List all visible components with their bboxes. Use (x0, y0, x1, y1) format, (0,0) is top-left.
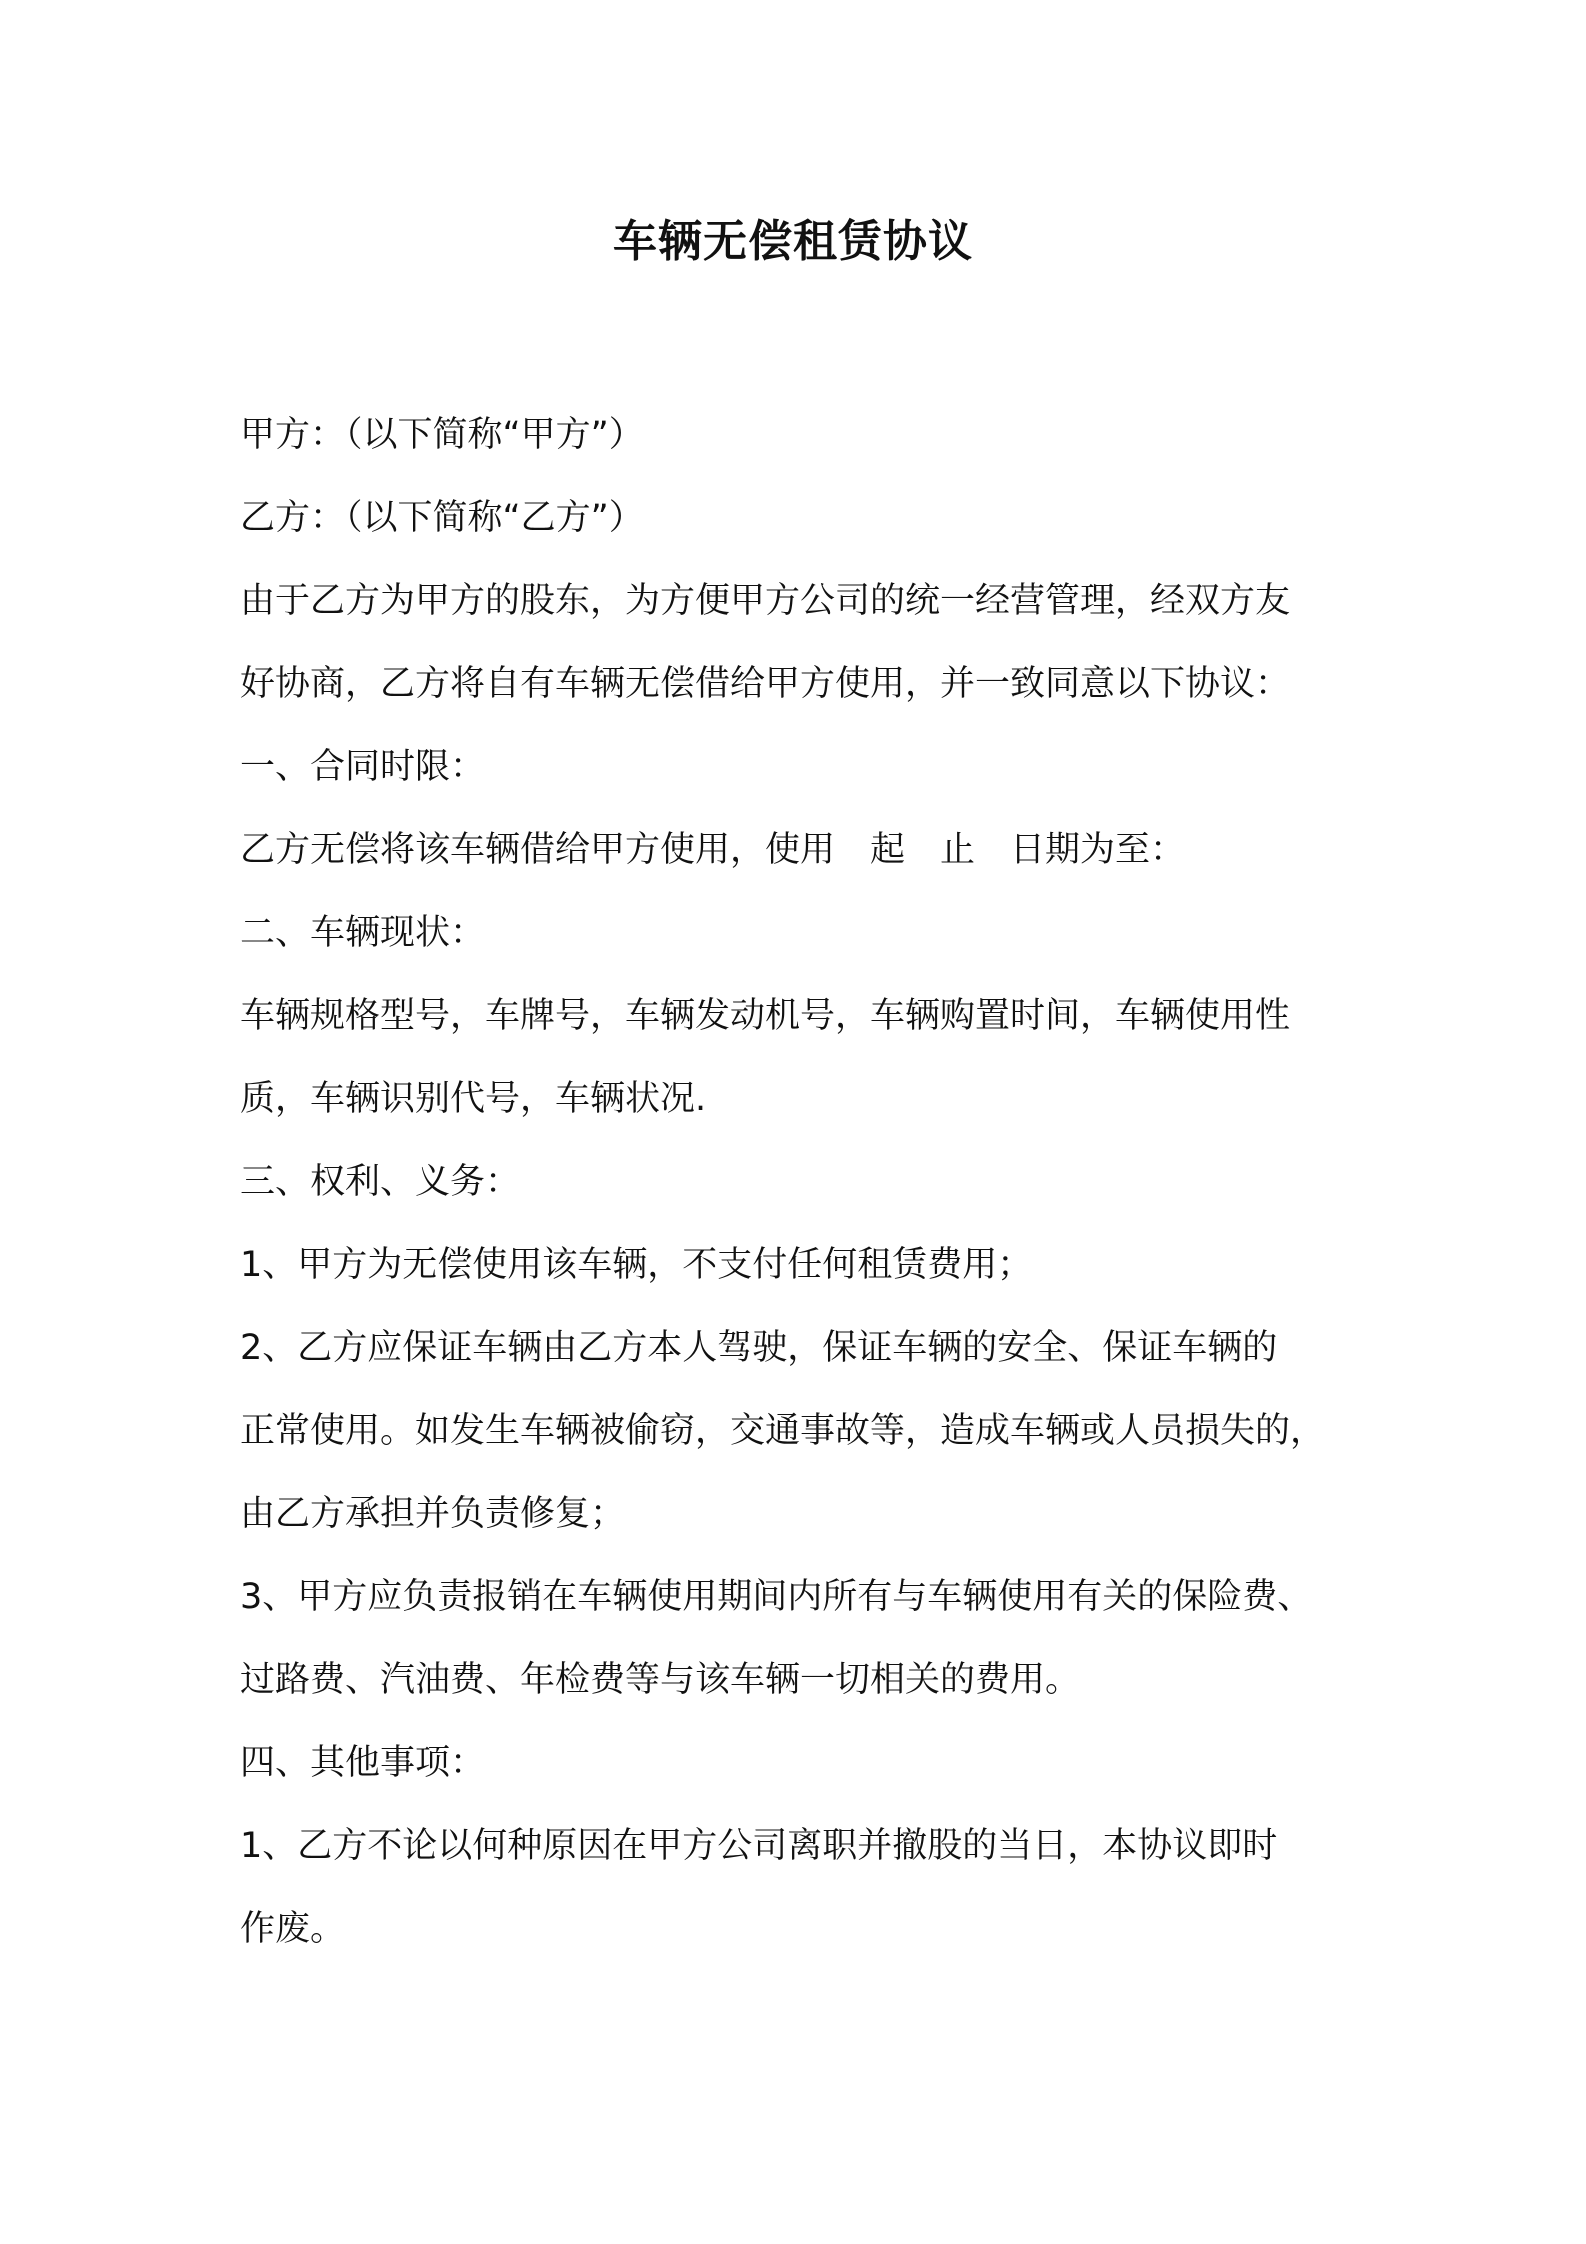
section-1-heading: 一、合同时限： (240, 747, 486, 787)
section-1-text: 乙方无偿将该车辆借给甲方使用，使用 起 止 日期为至： (240, 830, 1186, 870)
preamble-line-2: 好协商，乙方将自有车辆无偿借给甲方使用，并一致同意以下协议： (240, 664, 1291, 704)
section-3-item-2-line-3: 由乙方承担并负责修复； (240, 1494, 626, 1534)
section-4-heading: 四、其他事项： (240, 1743, 486, 1783)
section-3-item-1: 1、甲方为无偿使用该车辆，不支付任何租赁费用； (240, 1245, 1033, 1285)
document-body (240, 405, 1390, 1982)
section-3-item-2-line-1: 2、乙方应保证车辆由乙方本人驾驶，保证车辆的安全、保证车辆的 (240, 1328, 1278, 1368)
section-3-heading: 三、权利、义务： (240, 1162, 521, 1202)
document-title: 车辆无偿租赁协议 (613, 216, 973, 267)
section-4-item-1-line-2: 作废。 (240, 1909, 346, 1949)
party-b-line: 乙方：（以下简称“乙方”） (240, 498, 644, 538)
section-2-heading: 二、车辆现状： (240, 913, 486, 953)
section-3-item-3-line-2: 过路费、汽油费、年检费等与该车辆一切相关的费用。 (240, 1660, 1081, 1700)
section-4-item-1-line-1: 1、乙方不论以何种原因在甲方公司离职并撤股的当日，本协议即时 (240, 1826, 1278, 1866)
preamble-line-1: 由于乙方为甲方的股东，为方便甲方公司的统一经营管理，经双方友 (240, 581, 1291, 621)
party-a-line: 甲方：（以下简称“甲方”） (240, 415, 644, 455)
section-2-text-line-2: 质，车辆识别代号，车辆状况. (240, 1079, 707, 1119)
section-2-text-line-1: 车辆规格型号，车牌号，车辆发动机号，车辆购置时间，车辆使用性 (240, 996, 1291, 1036)
section-3-item-3-line-1: 3、甲方应负责报销在车辆使用期间内所有与车辆使用有关的保险费、 (240, 1577, 1313, 1617)
section-3-item-2-line-2: 正常使用。如发生车辆被偷窃，交通事故等，造成车辆或人员损失的， (240, 1411, 1326, 1451)
